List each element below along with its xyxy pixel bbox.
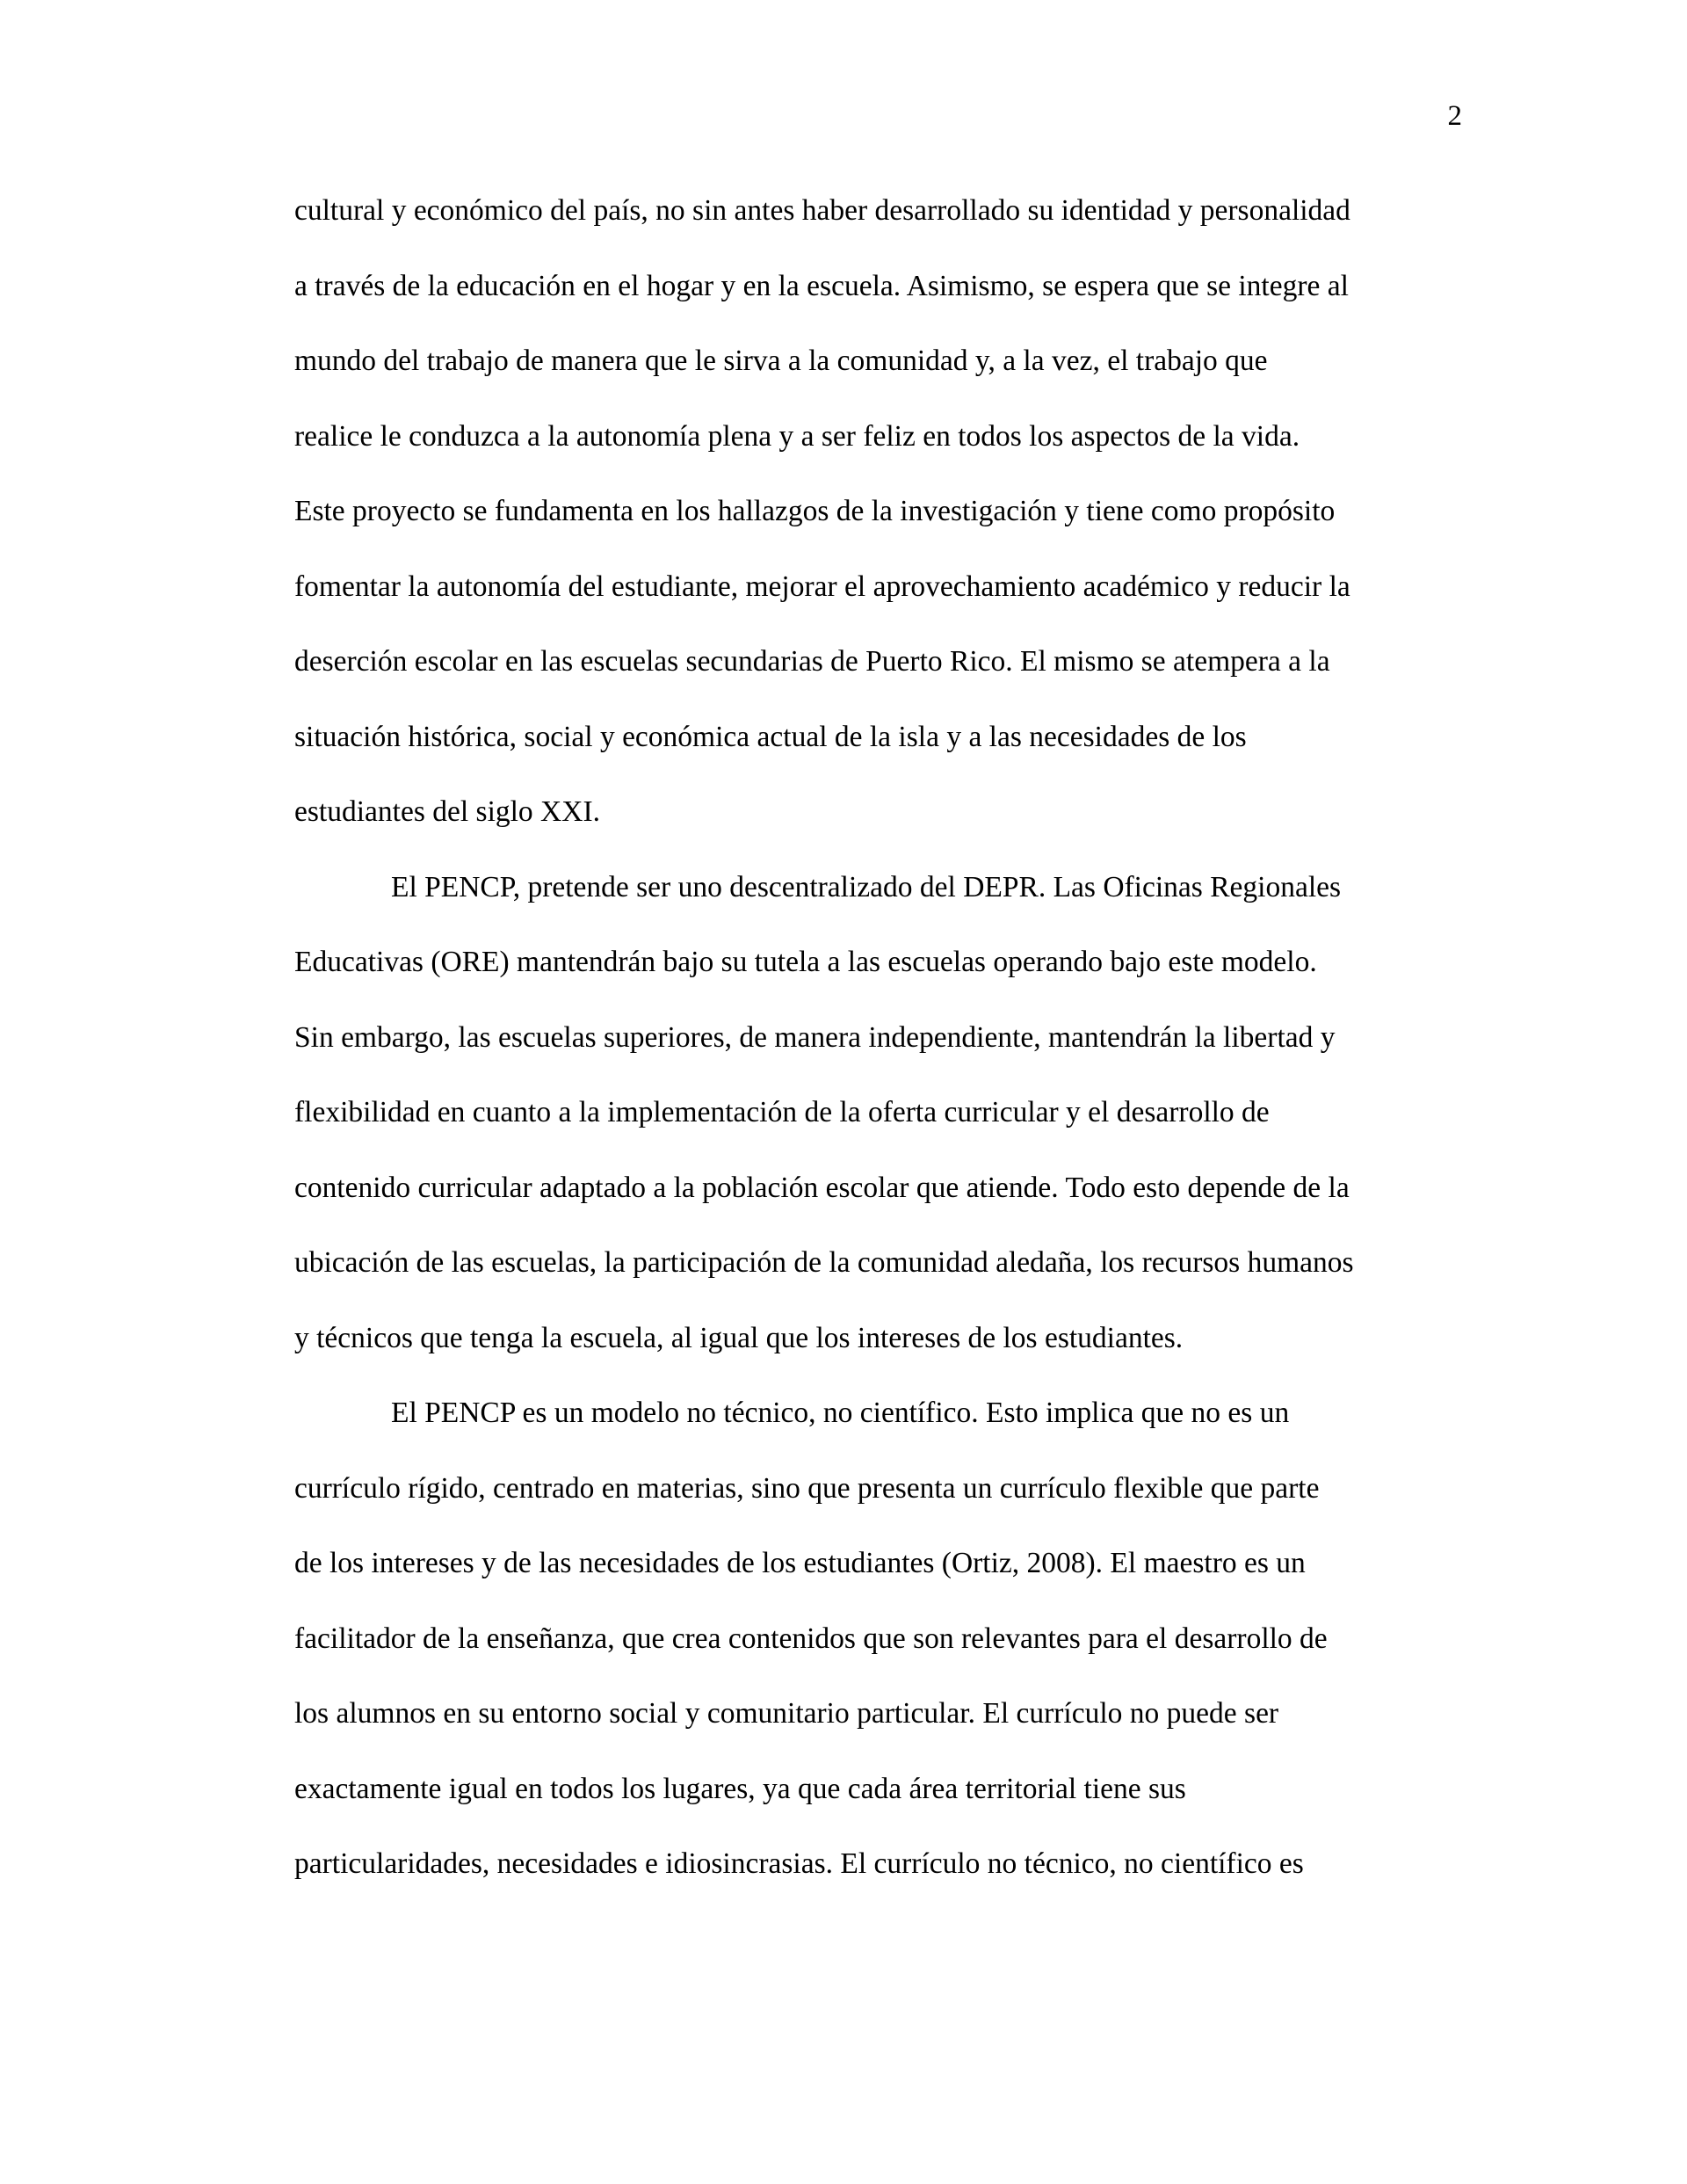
text-line: mundo del trabajo de manera que le sirva a la comunidad y, a la vez, el trabajo que bbox=[294, 345, 1268, 377]
text-line: ubicación de las escuelas, la participación de la comunidad aledaña, los recursos humanos bbox=[294, 1246, 1354, 1279]
text-line: deserción escolar en las escuelas secundarias de Puerto Rico. El mismo se atempera a la bbox=[294, 645, 1330, 678]
text-line: y técnicos que tenga la escuela, al igual que los intereses de los estudiantes. bbox=[294, 1321, 1184, 1354]
page-number: 2 bbox=[1447, 100, 1462, 132]
text-line: fomentar la autonomía del estudiante, mejorar el aprovechamiento académico y reducir la bbox=[294, 570, 1350, 603]
text-line: cultural y económico del país, no sin antes haber desarrollado su identidad y personalidad bbox=[294, 194, 1350, 227]
text-line: exactamente igual en todos los lugares, ya que cada área territorial tiene sus bbox=[294, 1772, 1186, 1805]
text-line: particularidades, necesidades e idiosincrasias. El currículo no técnico, no científico es bbox=[294, 1847, 1304, 1880]
text-line: situación histórica, social y económica actual de la isla y a las necesidades de los bbox=[294, 720, 1247, 753]
text-line: Educativas (ORE) mantendrán bajo su tutela a las escuelas operando bajo este modelo. bbox=[294, 946, 1317, 978]
text-line: Este proyecto se fundamenta en los hallazgos de la investigación y tiene como propósito bbox=[294, 495, 1336, 527]
text-line: los alumnos en su entorno social y comunitario particular. El currículo no puede ser bbox=[294, 1697, 1279, 1730]
body-text bbox=[294, 193, 1472, 1922]
text-line: facilitador de la enseñanza, que crea contenidos que son relevantes para el desarrollo de bbox=[294, 1622, 1328, 1655]
text-line: de los intereses y de las necesidades de los estudiantes (Ortiz, 2008). El maestro es un bbox=[294, 1547, 1306, 1579]
text-line: El PENCP, pretende ser uno descentralizado del DEPR. Las Oficinas Regionales bbox=[391, 870, 1342, 903]
text-line: realice le conduzca a la autonomía plena y a ser feliz en todos los aspectos de la vida. bbox=[294, 419, 1300, 453]
text-line: a través de la educación en el hogar y en la escuela. Asimismo, se espera que se integre al bbox=[294, 269, 1349, 302]
text-line: currículo rígido, centrado en materias, sino que presenta un currículo flexible que parte bbox=[294, 1471, 1320, 1505]
text-line: El PENCP es un modelo no técnico, no científico. Esto implica que no es un bbox=[391, 1397, 1290, 1429]
text-line: flexibilidad en cuanto a la implementación de la oferta curricular y el desarrollo de bbox=[294, 1096, 1270, 1128]
text-line: estudiantes del siglo XXI. bbox=[294, 795, 600, 828]
text-line: Sin embargo, las escuelas superiores, de manera independiente, mantendrán la libertad y bbox=[294, 1020, 1336, 1054]
text-line: contenido curricular adaptado a la población escolar que atiende. Todo esto depende de la bbox=[294, 1171, 1350, 1204]
